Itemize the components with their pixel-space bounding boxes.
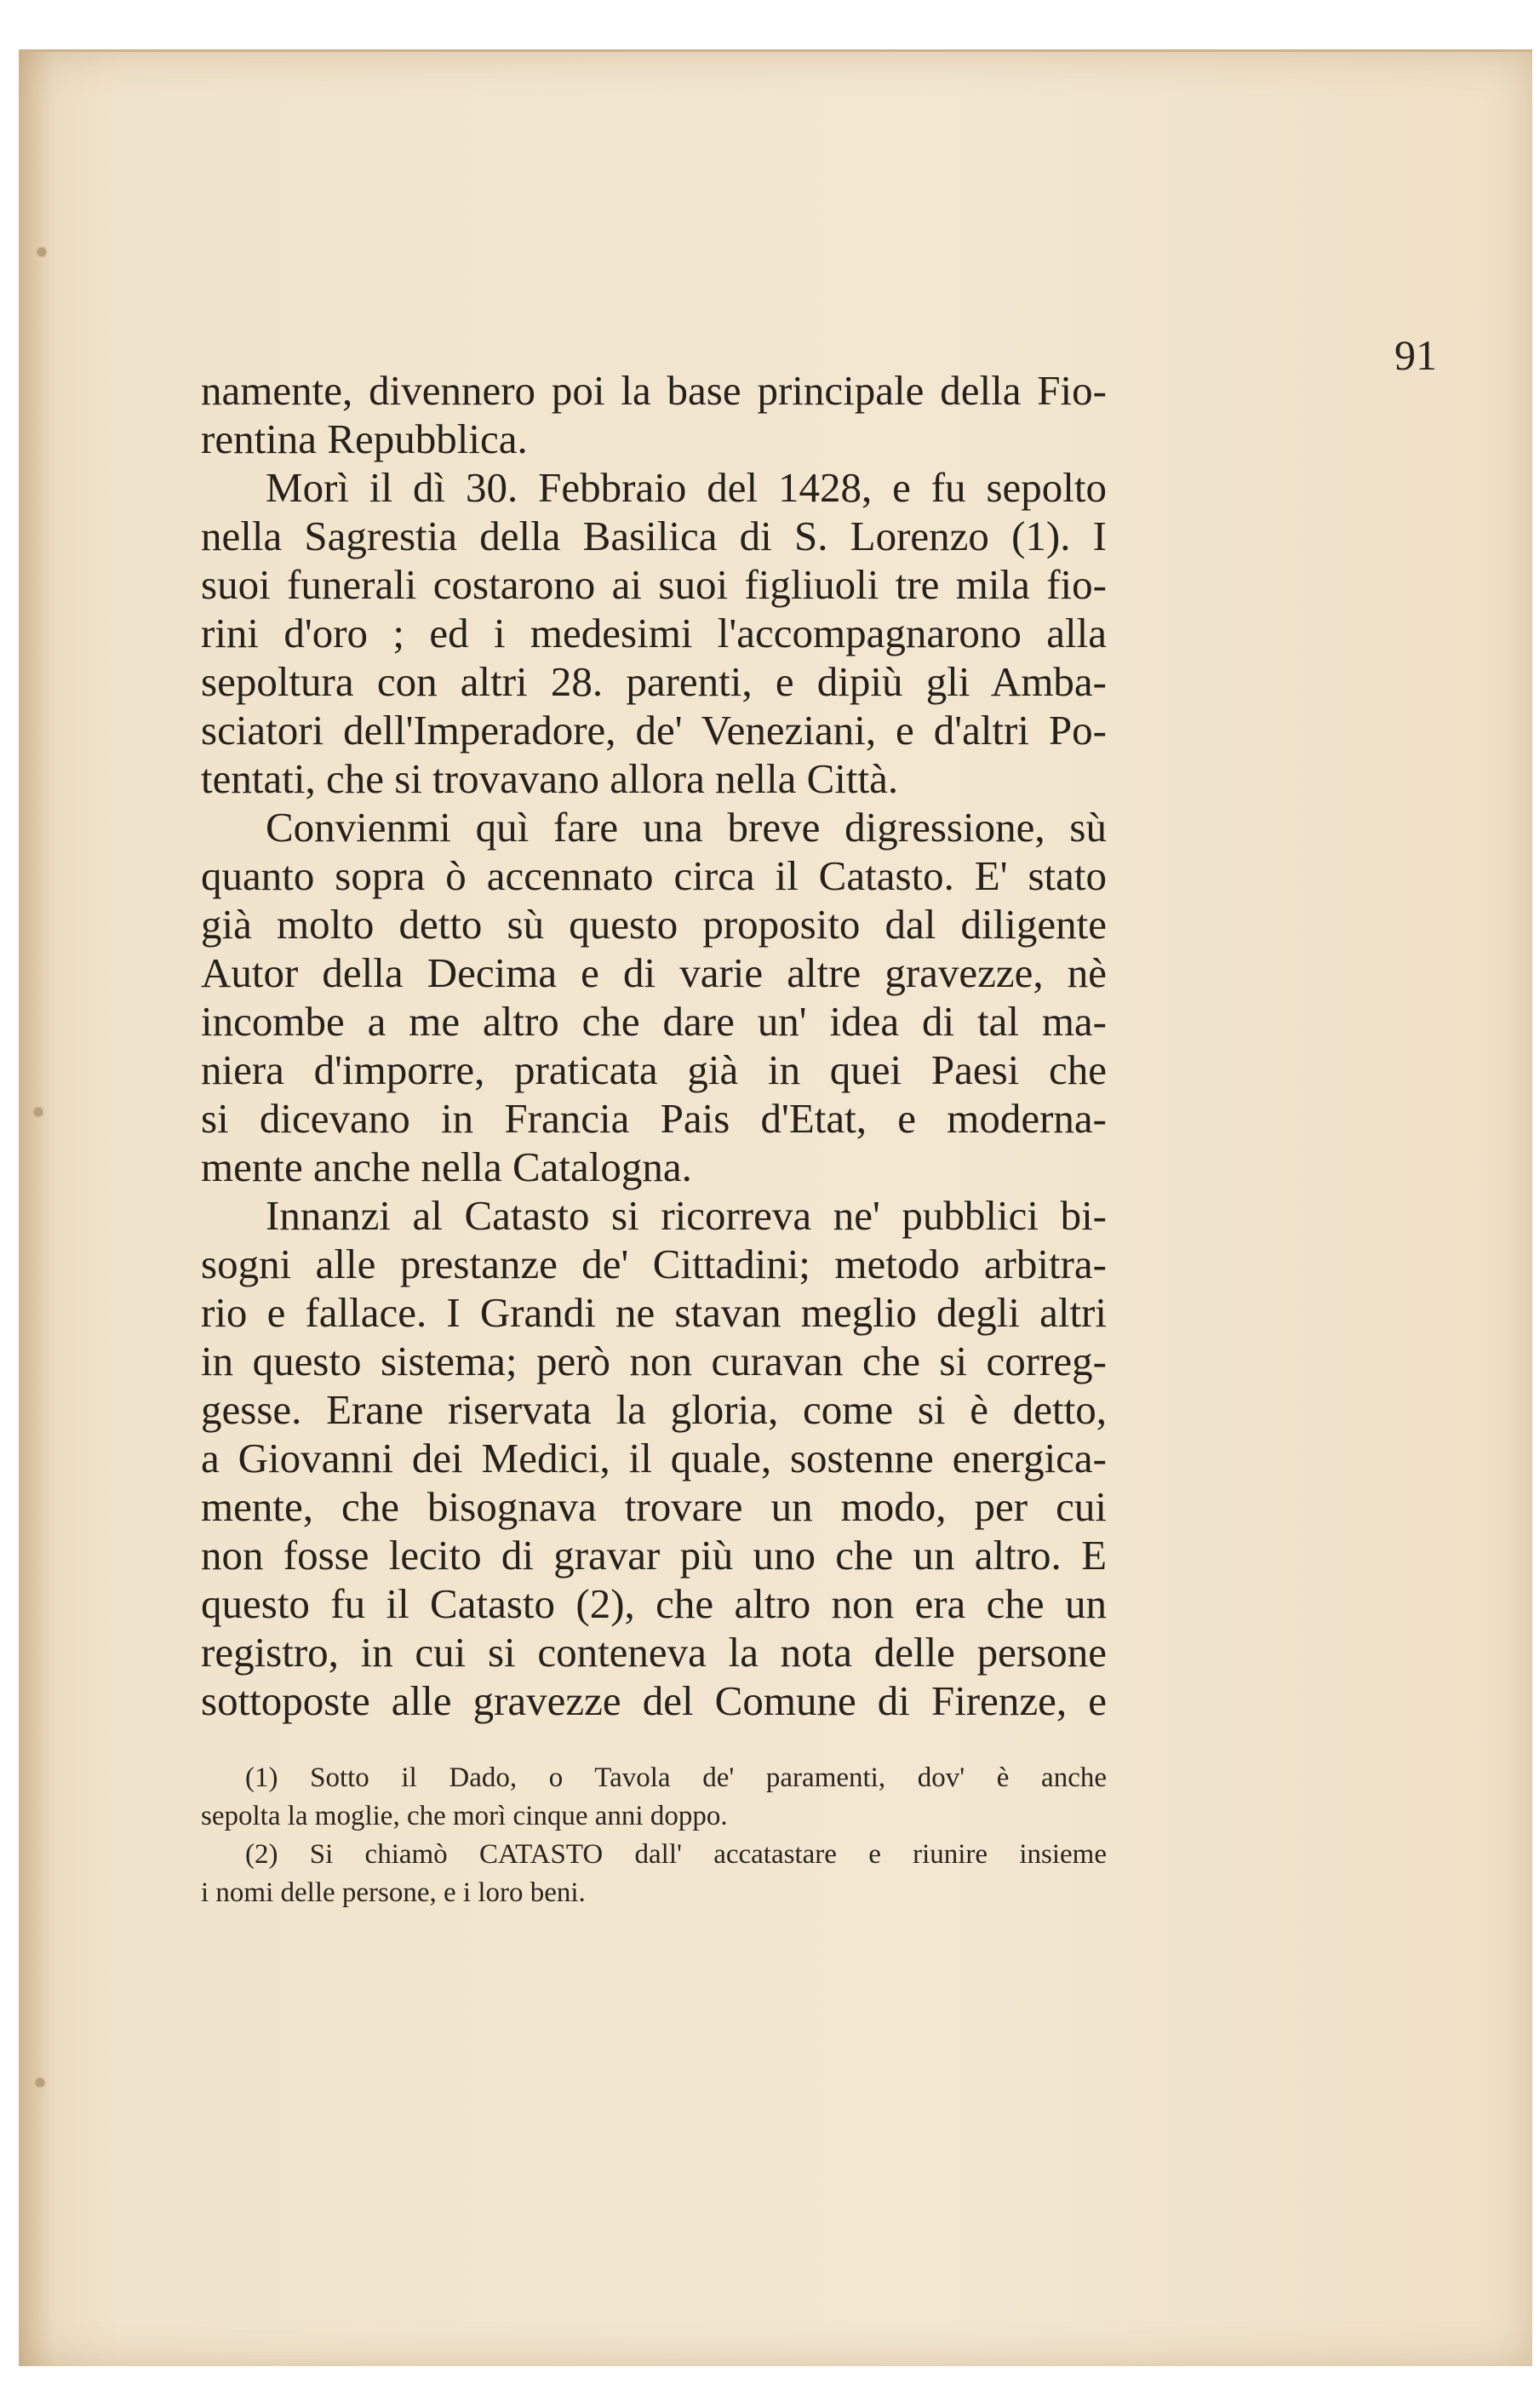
footnotes xyxy=(201,1759,1107,1912)
body-line: sottoposte alle gravezze del Comune di Firenze, e xyxy=(201,1677,1107,1724)
body-line: rini d'oro ; ed i medesimi l'accompagnarono alla xyxy=(201,610,1107,656)
body-line: rio e fallace. I Grandi ne stavan meglio degli altri xyxy=(201,1289,1107,1336)
body-line: questo fu il Catasto (2), che altro non era che un xyxy=(201,1580,1107,1627)
footnote-line: (2) Si chiamò CATASTO dall' accatastare e riunire insieme xyxy=(245,1839,1107,1870)
body-line: mente, che bisognava trovare un modo, per cui xyxy=(201,1483,1107,1530)
body-line: Innanzi al Catasto si ricorreva ne' pubblici bi- xyxy=(266,1192,1107,1239)
body-line: in questo sistema; però non curavan che si correg- xyxy=(201,1338,1107,1384)
body-line: namente, divennero poi la base principale della Fio- xyxy=(201,367,1107,414)
body-line: Autor della Decima e di varie altre gravezze, nè xyxy=(201,949,1107,996)
binding-hole xyxy=(36,2078,44,2087)
body-line: suoi funerali costarono ai suoi figliuoli tre mila fio- xyxy=(201,561,1107,608)
body-line: Convienmi quì fare una breve digressione, sù xyxy=(266,804,1107,851)
footnote-line: (1) Sotto il Dado, o Tavola de' paramenti, dov' è anche xyxy=(245,1762,1107,1793)
body-line: sepoltura con altri 28. parenti, e dipiù gli Amba- xyxy=(201,658,1107,705)
footnote-line: i nomi delle persone, e i loro beni. xyxy=(201,1877,586,1908)
body-line: si dicevano in Francia Pais d'Etat, e moderna- xyxy=(201,1095,1107,1142)
body-line: rentina Repubblica. xyxy=(201,415,528,462)
body-line: Morì il dì 30. Febbraio del 1428, e fu sepolto xyxy=(266,464,1107,511)
body-line: gesse. Erane riservata la gloria, come si è detto, xyxy=(201,1386,1107,1433)
binding-hole xyxy=(37,248,46,256)
body-line: sogni alle prestanze de' Cittadini; metodo arbitra- xyxy=(201,1241,1107,1287)
body-line: sciatori dell'Imperadore, de' Veneziani, e d'altri Po- xyxy=(201,707,1107,754)
body-line: tentati, che si trovavano allora nella Città. xyxy=(201,755,899,802)
body-line: già molto detto sù questo proposito dal diligente xyxy=(201,901,1107,948)
body-line: quanto sopra ò accennato circa il Catasto. E' stato xyxy=(201,852,1107,899)
body-line: a Giovanni dei Medici, il quale, sostenne energica- xyxy=(201,1435,1107,1481)
body-text xyxy=(201,366,1107,1725)
page-number: 91 xyxy=(1394,331,1437,379)
footnote-line: sepolta la moglie, che morì cinque anni doppo. xyxy=(201,1801,728,1831)
body-line: nella Sagrestia della Basilica di S. Lorenzo (1). I xyxy=(201,513,1107,559)
body-line: non fosse lecito di gravar più uno che un altro. E xyxy=(201,1532,1107,1579)
body-line: incombe a me altro che dare un' idea di tal ma- xyxy=(201,998,1107,1045)
body-line: mente anche nella Catalogna. xyxy=(201,1143,692,1190)
body-line: registro, in cui si conteneva la nota delle persone xyxy=(201,1629,1107,1676)
binding-hole xyxy=(34,1108,43,1116)
body-line: niera d'imporre, praticata già in quei Paesi che xyxy=(201,1046,1107,1093)
